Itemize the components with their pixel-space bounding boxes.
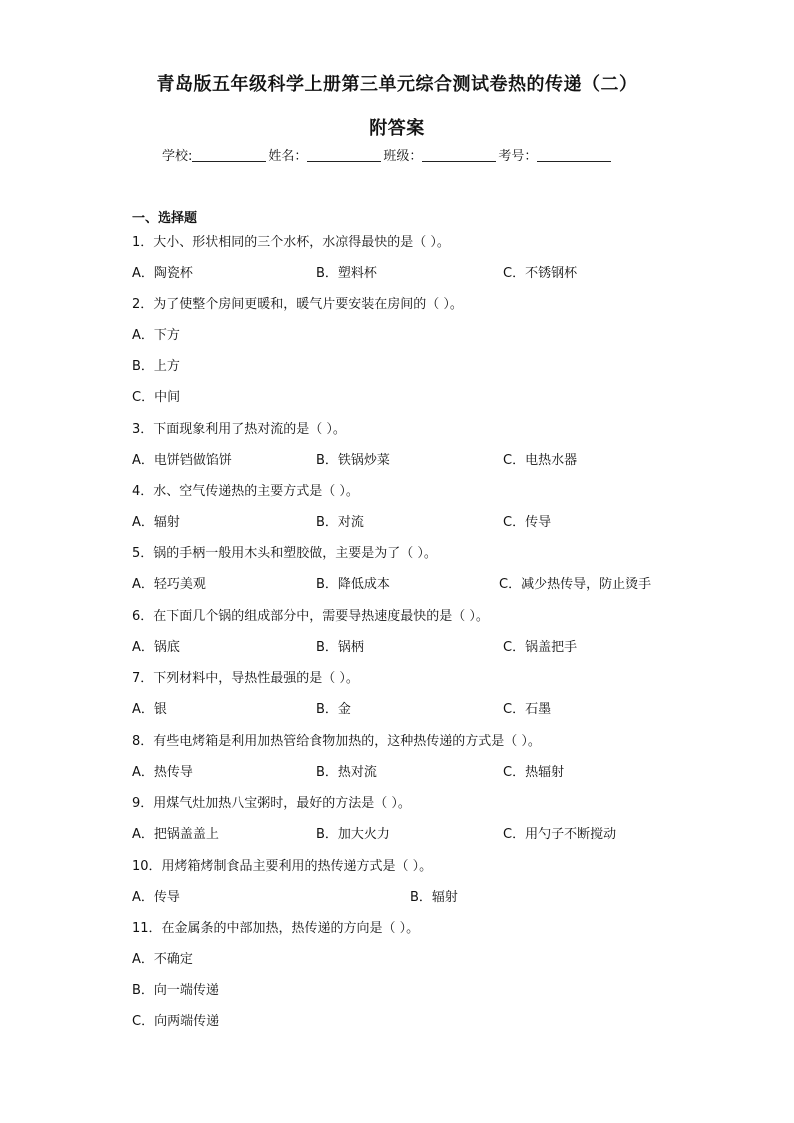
question-stem: 5．锅的手柄一般用木头和塑胶做，主要是为了（ ）。	[132, 546, 437, 561]
exam-subtitle: 附答案	[369, 118, 425, 139]
option-a[interactable]: A．把锅盖盖上	[132, 827, 219, 842]
section-title: 一、选择题	[132, 211, 198, 226]
question-stem: 7．下列材料中，导热性最强的是（ ）。	[132, 671, 359, 686]
option-c[interactable]: C．向两端传递	[132, 1014, 220, 1029]
question-stem: 9．用煤气灶加热八宝粥时，最好的方法是（ ）。	[132, 796, 411, 811]
question-stem: 10．用烤箱烤制食品主要利用的热传递方式是（ ）。	[132, 859, 433, 874]
option-c[interactable]: C．热辐射	[503, 765, 565, 780]
option-b[interactable]: B．铁锅炒菜	[316, 453, 390, 468]
option-a[interactable]: A．轻巧美观	[132, 577, 206, 592]
question-stem: 3．下面现象利用了热对流的是（ ）。	[132, 422, 346, 437]
option-a[interactable]: A．电饼铛做馅饼	[132, 453, 232, 468]
option-a[interactable]: A．不确定	[132, 952, 193, 967]
option-c[interactable]: C．减少热传导，防止烫手	[499, 577, 652, 592]
option-a[interactable]: A．辐射	[132, 515, 180, 530]
option-c[interactable]: C．中间	[132, 390, 181, 405]
option-c[interactable]: C．传导	[503, 515, 552, 530]
school-label: 学校:	[162, 149, 193, 164]
option-a[interactable]: A．下方	[132, 328, 180, 343]
question-stem: 8．有些电烤箱是利用加热管给食物加热的，这种热传递的方式是（ ）。	[132, 734, 541, 749]
option-b[interactable]: B．加大火力	[316, 827, 390, 842]
option-b[interactable]: B．辐射	[410, 890, 458, 905]
option-b[interactable]: B．金	[316, 702, 351, 717]
option-a[interactable]: A．传导	[132, 890, 180, 905]
option-a[interactable]: A．银	[132, 702, 167, 717]
school-blank[interactable]	[192, 147, 266, 162]
name-blank[interactable]	[307, 147, 381, 162]
option-b[interactable]: B．锅柄	[316, 640, 364, 655]
exam-title: 青岛版五年级科学上册第三单元综合测试卷热的传递（二）	[156, 74, 638, 95]
question-stem: 4．水、空气传递热的主要方式是（ ）。	[132, 484, 359, 499]
question-stem: 11．在金属条的中部加热，热传递的方向是（ ）。	[132, 921, 420, 936]
exam-number-blank[interactable]	[537, 147, 611, 162]
class-label: 班级：	[383, 149, 423, 164]
class-blank[interactable]	[422, 147, 496, 162]
question-stem: 1．大小、形状相同的三个水杯，水凉得最快的是（ ）。	[132, 235, 450, 250]
option-b[interactable]: B．上方	[132, 359, 180, 374]
option-c[interactable]: C．石墨	[503, 702, 552, 717]
option-c[interactable]: C．用勺子不断搅动	[503, 827, 617, 842]
option-b[interactable]: B．向一端传递	[132, 983, 219, 998]
question-stem: 6．在下面几个锅的组成部分中，需要导热速度最快的是（ ）。	[132, 609, 489, 624]
exam-number-label: 考号：	[498, 149, 538, 164]
option-c[interactable]: C．不锈钢杯	[503, 266, 578, 281]
option-b[interactable]: B．降低成本	[316, 577, 390, 592]
option-c[interactable]: C．锅盖把手	[503, 640, 578, 655]
option-a[interactable]: A．陶瓷杯	[132, 266, 193, 281]
student-info-row	[162, 145, 642, 164]
option-a[interactable]: A．热传导	[132, 765, 193, 780]
option-a[interactable]: A．锅底	[132, 640, 180, 655]
option-c[interactable]: C．电热水器	[503, 453, 578, 468]
option-b[interactable]: B．塑料杯	[316, 266, 377, 281]
option-b[interactable]: B．对流	[316, 515, 364, 530]
question-stem: 2．为了使整个房间更暖和，暖气片要安装在房间的（ ）。	[132, 297, 463, 312]
name-label: 姓名：	[268, 149, 308, 164]
option-b[interactable]: B．热对流	[316, 765, 377, 780]
